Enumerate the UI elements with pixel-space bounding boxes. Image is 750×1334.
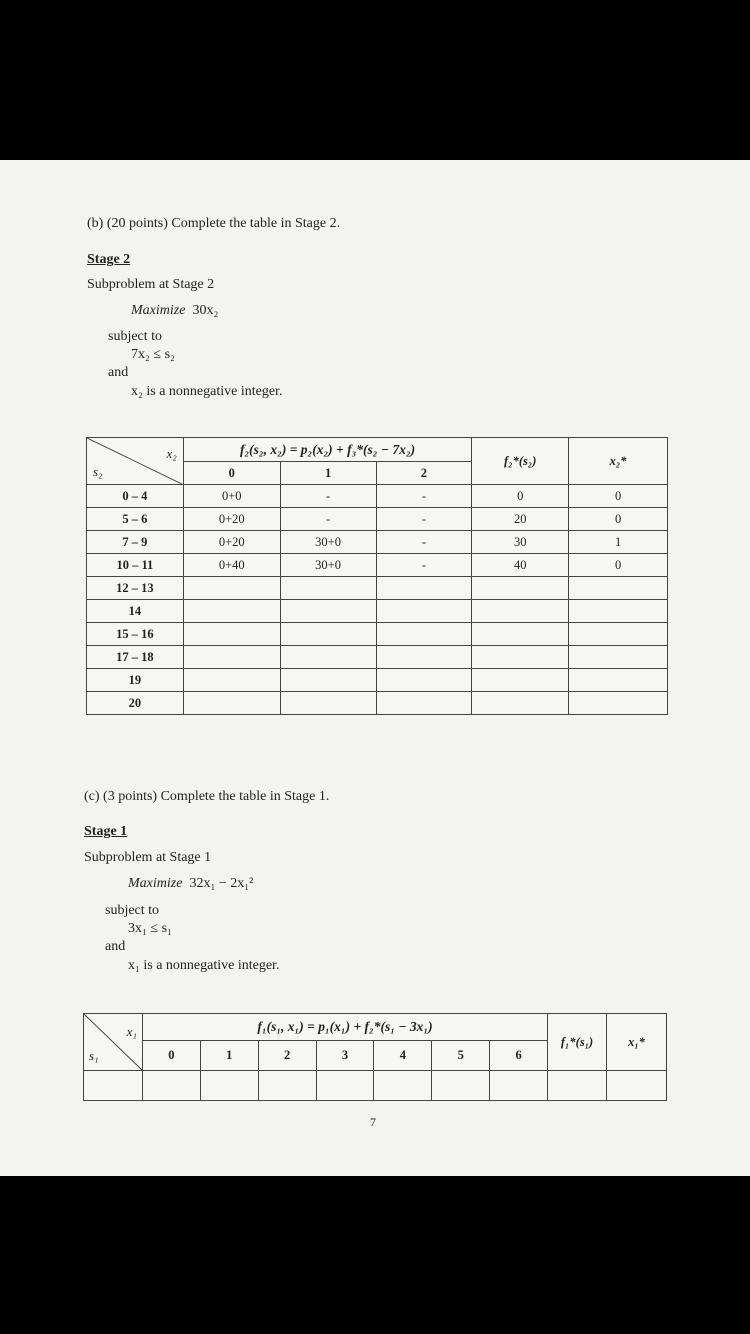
stage-1-table [83,1013,667,1101]
table-cell[interactable] [280,577,376,600]
corner-s2-label: s₂ [93,464,103,479]
table-row [87,508,668,531]
stage-1-answer-row [84,1071,667,1101]
table-cell[interactable] [569,577,668,600]
stage-1-objective-line [128,876,253,892]
table-cell: 0+40 [183,554,280,577]
table-cell: - [376,508,472,531]
x1-value-3: 3 [316,1041,374,1071]
table-cell[interactable] [376,692,472,715]
stage-1-integer-note: x₁ is a nonnegative integer. [128,958,280,973]
answer-cell[interactable] [316,1071,374,1101]
answer-cell[interactable] [607,1071,667,1101]
table-cell: 0+0 [183,485,280,508]
table-cell[interactable] [280,692,376,715]
s2-range-cell: 5 – 6 [87,508,184,531]
page-number: 7 [370,1115,376,1129]
answer-cell[interactable] [374,1071,432,1101]
table-cell[interactable] [280,623,376,646]
stage-2-subproblem-label: Subproblem at Stage 2 [87,277,215,292]
x1-value-0: 0 [142,1041,200,1071]
x2-value-1: 1 [280,462,376,485]
table-cell[interactable] [376,646,472,669]
table-cell: 1 [569,531,668,554]
table-row [87,623,668,646]
stage-2-xstar-header: x₂* [569,438,668,485]
stage-2-title: Stage 2 [87,252,131,267]
stage-2-fstar-header: f₂*(s₂) [472,438,569,485]
table-cell[interactable] [376,600,472,623]
s2-range-cell: 0 – 4 [87,485,184,508]
table-cell: 0+20 [183,508,280,531]
stage-1-function-header: f₁(s₁, x₁) = p₁(x₁) + f₂*(s₁ − 3x₁) [142,1014,547,1041]
table-cell: 30+0 [280,531,376,554]
answer-cell[interactable] [258,1071,316,1101]
corner-x2-label: x₂ [166,446,177,461]
stage-1-fstar-header: f₁*(s₁) [548,1014,607,1071]
table-cell[interactable] [472,577,569,600]
table-cell: 0+20 [183,531,280,554]
table-cell[interactable] [376,623,472,646]
table-row [87,692,668,715]
s2-range-cell: 20 [87,692,184,715]
table-row [87,577,668,600]
answer-cell[interactable] [84,1071,143,1101]
stage-2-function-header: f₂(s₂, x₂) = p₂(x₂) + f₃*(s₂ − 7x₂) [183,438,471,462]
stage-1-and: and [105,939,126,954]
maximize-label: Maximize [131,303,186,318]
table-cell: - [376,554,472,577]
stage-1-corner-cell [84,1014,143,1071]
table-cell: 0 [569,554,668,577]
table-cell[interactable] [472,646,569,669]
table-cell[interactable] [183,669,280,692]
table-cell[interactable] [183,646,280,669]
answer-cell[interactable] [142,1071,200,1101]
table-row [87,600,668,623]
table-cell[interactable] [183,623,280,646]
s2-range-cell: 19 [87,669,184,692]
table-cell: 20 [472,508,569,531]
s2-range-cell: 17 – 18 [87,646,184,669]
stage-1-subject-to: subject to [105,903,160,918]
stage-2-integer-note: x₂ is a nonnegative integer. [131,384,283,399]
table-cell[interactable] [376,669,472,692]
answer-cell[interactable] [432,1071,490,1101]
table-cell: 0 [569,508,668,531]
answer-cell[interactable] [200,1071,258,1101]
table-row [87,646,668,669]
stage-2-table-body [87,485,668,715]
table-cell: - [376,485,472,508]
stage-2-objective-line [131,303,218,319]
part-b-prompt: (b) (20 points) Complete the table in Stage 2. [87,216,341,231]
s2-range-cell: 15 – 16 [87,623,184,646]
stage-1-xstar-header: x₁* [607,1014,667,1071]
stage-1-title: Stage 1 [84,824,128,839]
table-row [87,531,668,554]
table-cell[interactable] [569,646,668,669]
part-c-prompt: (c) (3 points) Complete the table in Stage 1. [84,789,330,804]
table-cell: 40 [472,554,569,577]
x2-value-0: 0 [183,462,280,485]
table-cell[interactable] [376,577,472,600]
stage-2-and: and [108,365,129,380]
table-cell: 30+0 [280,554,376,577]
x1-value-4: 4 [374,1041,432,1071]
document-page [0,160,750,1176]
answer-cell[interactable] [548,1071,607,1101]
x1-value-5: 5 [432,1041,490,1071]
s2-range-cell: 14 [87,600,184,623]
table-cell[interactable] [569,623,668,646]
table-row [87,554,668,577]
table-cell[interactable] [183,577,280,600]
stage-2-subject-to: subject to [108,329,163,344]
x2-value-2: 2 [376,462,472,485]
s2-range-cell: 7 – 9 [87,531,184,554]
stage-2-table [86,437,668,715]
table-cell[interactable] [183,600,280,623]
s2-range-cell: 12 – 13 [87,577,184,600]
stage-2-objective: 30x₂ [192,303,219,318]
table-cell: 0 [569,485,668,508]
table-cell[interactable] [183,692,280,715]
table-cell[interactable] [472,600,569,623]
x1-value-2: 2 [258,1041,316,1071]
table-cell: - [280,508,376,531]
stage-2-corner-cell [87,438,184,485]
table-row [87,485,668,508]
table-cell: - [376,531,472,554]
s2-range-cell: 10 – 11 [87,554,184,577]
maximize-label: Maximize [128,876,183,891]
table-cell[interactable] [280,600,376,623]
table-cell[interactable] [280,646,376,669]
table-cell: - [280,485,376,508]
table-cell[interactable] [569,692,668,715]
stage-2-constraint: 7x₂ ≤ s₂ [131,347,175,362]
stage-1-constraint: 3x₁ ≤ s₁ [128,921,172,936]
table-cell[interactable] [472,669,569,692]
x1-value-1: 1 [200,1041,258,1071]
corner-x1-label: x₁ [126,1024,137,1039]
stage-1-subproblem-label: Subproblem at Stage 1 [84,850,212,865]
table-cell: 0 [472,485,569,508]
answer-cell[interactable] [490,1071,548,1101]
corner-s1-label: s₁ [89,1048,99,1063]
stage-1-objective: 32x₁ − 2x₁² [189,876,254,891]
table-cell[interactable] [472,692,569,715]
x1-value-6: 6 [490,1041,548,1071]
table-cell[interactable] [280,669,376,692]
table-cell[interactable] [569,600,668,623]
table-cell[interactable] [472,623,569,646]
table-row [87,669,668,692]
table-cell: 30 [472,531,569,554]
table-cell[interactable] [569,669,668,692]
